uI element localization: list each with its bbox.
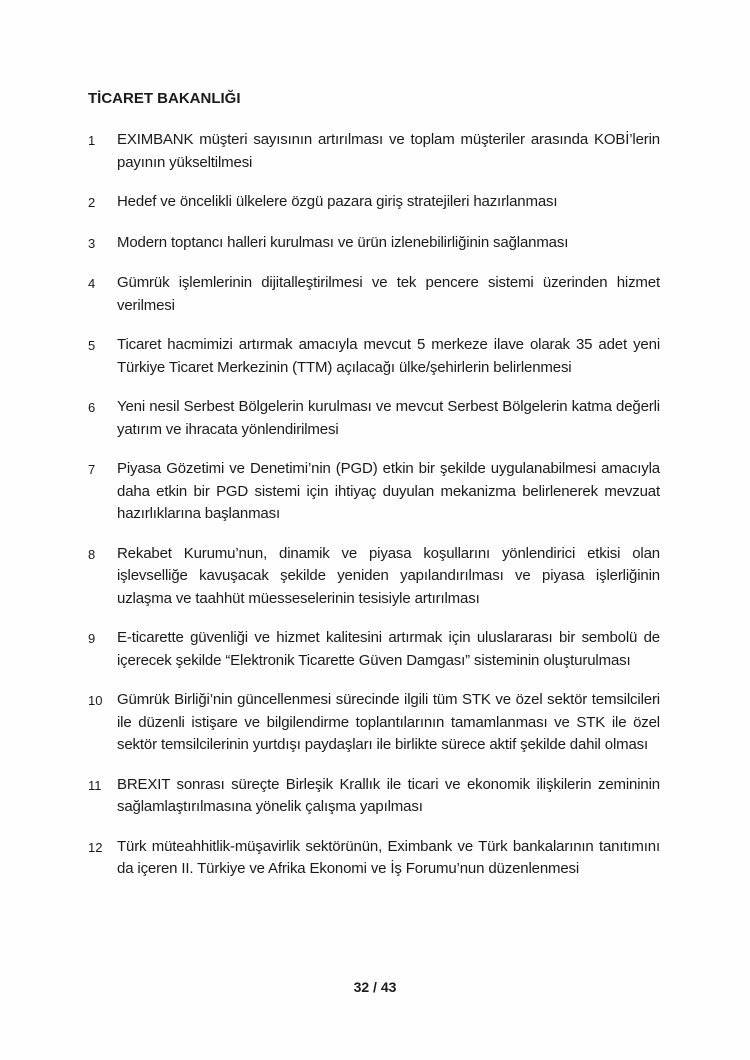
item-text: Gümrük Birliği’nin güncellenmesi sürecinde ilgili tüm STK ve özel sektör temsilcileri ile düzenli istişare ve bilgilendirme toplantılarının tamamlanması ve STK ile özel sektör temsilcilerinin yurtdışı paydaşları ile birlikte sürece aktif şekilde dahil olması — [117, 691, 660, 753]
item-number: 6 — [88, 400, 96, 415]
item-number: 11 — [88, 777, 102, 793]
item-number: 2 — [88, 195, 96, 210]
list-item — [88, 458, 660, 526]
item-number: 3 — [88, 235, 96, 251]
item-number: 1 — [88, 133, 96, 148]
item-text: E-ticarette güvenliği ve hizmet kalitesini artırmak için uluslararası bir sembolü de içerecek şekilde “Elektronik Ticarette Güven Damgası” sisteminin oluşturulması — [117, 629, 660, 669]
item-number: 5 — [88, 338, 96, 353]
item-text: Hedef ve öncelikli ülkelere özgü pazara giriş stratejileri hazırlanması — [117, 193, 558, 210]
list-item — [88, 543, 660, 611]
page-number: 32 / 43 — [353, 979, 397, 995]
item-text: Ticaret hacmimizi artırmak amacıyla mevcut 5 merkeze ilave olarak 35 adet yeni Türkiye Ticaret Merkezinin (TTM) açılacağı ülke/şehirlerin belirlenmesi — [117, 336, 660, 376]
item-number: 8 — [88, 546, 96, 562]
item-number: 7 — [88, 462, 96, 477]
action-item-list — [88, 129, 660, 898]
list-item — [88, 774, 660, 819]
item-number: 12 — [88, 839, 103, 855]
list-item — [88, 334, 660, 379]
item-text: EXIMBANK müşteri sayısının artırılması ve toplam müşteriler arasında KOBİ’lerin payının yükseltilmesi — [117, 131, 660, 171]
item-text: Piyasa Gözetimi ve Denetimi’nin (PGD) etkin bir şekilde uygulanabilmesi amacıyla daha etkin bir PGD sistemi için ihtiyaç duyulan mekanizma belirlenerek mevzuat hazırlıklarına başlanması — [117, 460, 660, 522]
item-text: Yeni nesil Serbest Bölgelerin kurulması ve mevcut Serbest Bölgelerin katma değerli yatırım ve ihracata yönlendirilmesi — [117, 398, 660, 438]
list-item — [88, 191, 660, 215]
item-text: Rekabet Kurumu’nun, dinamik ve piyasa koşullarını yönlendirici etkisi olan işlevselliğe kavuşacak şekilde yeniden yapılandırılması ve piyasa işlerliğinin uzlaşma ve taahhüt müesseselerinin tesisiyle artırılması — [117, 544, 660, 607]
section-title: TİCARET BAKANLIĞI — [88, 90, 241, 107]
list-item — [88, 689, 660, 757]
item-text: Türk müteahhitlik-müşavirlik sektörünün, Eximbank ve Türk bankalarının tanıtımını da içeren II. Türkiye ve Afrika Ekonomi ve İş Forumu’nun düzenlenmesi — [117, 837, 660, 877]
item-text: BREXIT sonrası süreçte Birleşik Krallık ile ticari ve ekonomik ilişkilerin zemininin sağlamlaştırılmasına yönelik çalışma yapılması — [117, 775, 660, 815]
item-number: 9 — [88, 631, 96, 646]
list-item — [88, 232, 660, 256]
list-item — [88, 129, 660, 174]
list-item — [88, 272, 660, 317]
list-item — [88, 836, 660, 881]
item-text: Gümrük işlemlerinin dijitalleştirilmesi ve tek pencere sistemi üzerinden hizmet verilmesi — [117, 274, 660, 314]
item-number: 4 — [88, 276, 96, 291]
list-item — [88, 627, 660, 672]
list-item — [88, 396, 660, 441]
item-number: 10 — [88, 693, 103, 708]
item-text: Modern toptancı halleri kurulması ve ürün izlenebilirliğinin sağlanması — [117, 233, 569, 251]
